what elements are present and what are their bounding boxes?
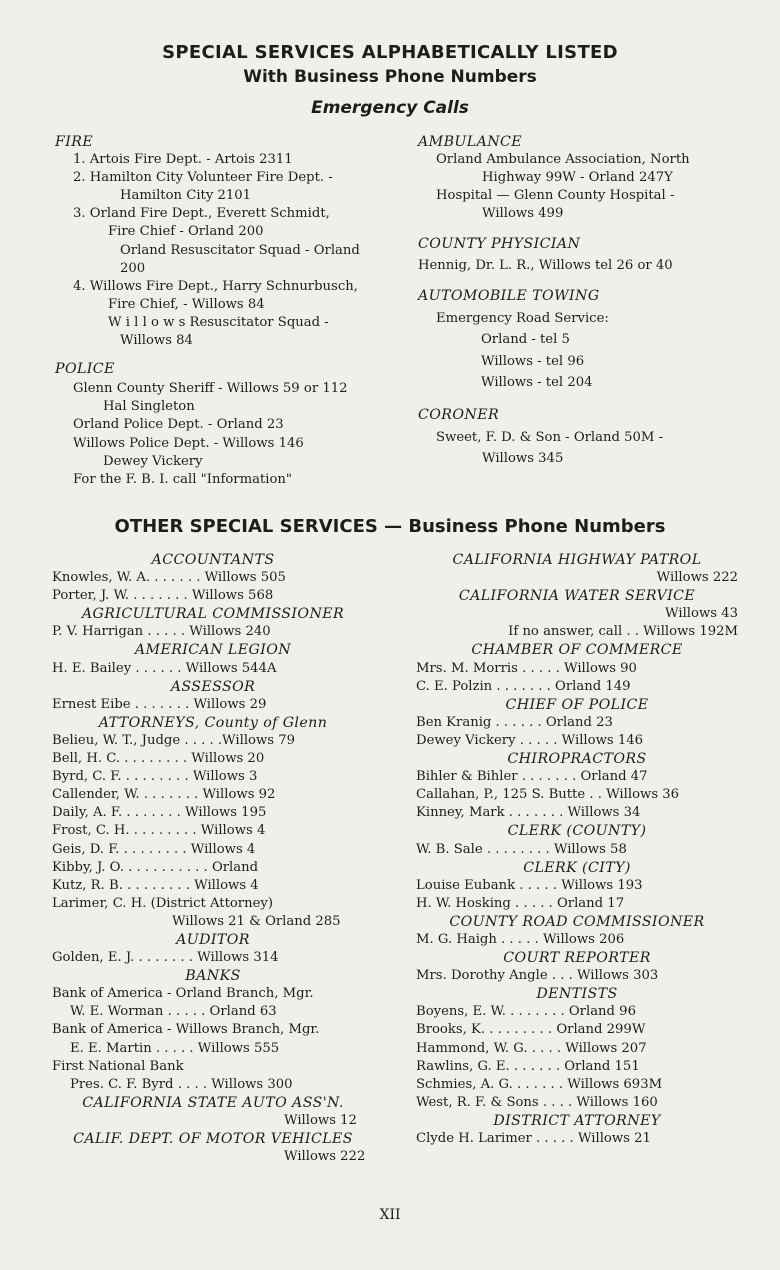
page-title: SPECIAL SERVICES ALPHABETICALLY LISTED xyxy=(162,42,618,63)
list-item: Bihler & Bihler . . . . . . . Orland 47 xyxy=(416,769,648,785)
list-item: Larimer, C. H. (District Attorney) xyxy=(52,895,274,911)
list-item: Willows 43 xyxy=(665,606,738,622)
police-line: Hal Singleton xyxy=(103,399,195,415)
section-heading: CHIROPRACTORS xyxy=(507,751,647,768)
fire-line: 3. Orland Fire Dept., Everett Schmidt, xyxy=(73,206,330,222)
emergency-heading: Emergency Calls xyxy=(311,98,469,118)
fire-line: 4. Willows Fire Dept., Harry Schnurbusch, xyxy=(73,278,358,294)
list-item: Dewey Vickery . . . . . Willows 146 xyxy=(416,732,644,748)
section-heading: DENTISTS xyxy=(536,986,618,1003)
list-item: W. E. Worman . . . . . Orland 63 xyxy=(70,1004,277,1020)
list-item: Bell, H. C. . . . . . . . . Willows 20 xyxy=(52,751,265,767)
list-item: Ben Kranig . . . . . . Orland 23 xyxy=(416,714,613,730)
section-heading: ACCOUNTANTS xyxy=(151,552,275,568)
list-item: H. E. Bailey . . . . . . Willows 544A xyxy=(52,660,277,676)
list-item: First National Bank xyxy=(52,1058,184,1074)
section-heading: CLERK (COUNTY) xyxy=(507,823,647,840)
police-line: Orland Police Dept. - Orland 23 xyxy=(73,417,284,433)
page-number: XII xyxy=(379,1207,401,1223)
police-line: Dewey Vickery xyxy=(103,453,203,469)
police-line: Willows Police Dept. - Willows 146 xyxy=(73,435,304,451)
police-heading: POLICE xyxy=(55,361,115,378)
emergency-left-column xyxy=(55,133,385,489)
county-physician-heading: COUNTY PHYSICIAN xyxy=(418,236,581,253)
list-item: Byrd, C. F. . . . . . . . . Willows 3 xyxy=(52,769,258,785)
police-line: For the F. B. I. call "Information" xyxy=(73,471,292,487)
section-heading: CALIF. DEPT. OF MOTOR VEHICLES xyxy=(73,1131,353,1147)
list-item: Pres. C. F. Byrd . . . . Willows 300 xyxy=(70,1076,293,1092)
coroner-line: Sweet, F. D. & Son - Orland 50M - xyxy=(436,429,664,445)
section-heading: COURT REPORTER xyxy=(503,950,651,967)
list-item: Louise Eubank . . . . . Willows 193 xyxy=(416,877,643,893)
list-item: Schmies, A. G. . . . . . . Willows 693M xyxy=(416,1076,663,1092)
list-item: Clyde H. Larimer . . . . . Willows 21 xyxy=(416,1131,651,1146)
list-item: Willows 222 xyxy=(656,570,738,586)
fire-line: W i l l o w s Resuscitator Squad - xyxy=(108,314,329,330)
list-item: Bank of America - Willows Branch, Mgr. xyxy=(52,1022,320,1038)
list-item: Mrs. M. Morris . . . . . Willows 90 xyxy=(416,660,637,676)
list-item: Kutz, R. B. . . . . . . . . Willows 4 xyxy=(52,877,259,893)
fire-line: Orland Resuscitator Squad - Orland xyxy=(120,242,360,258)
list-item: Rawlins, G. E. . . . . . . Orland 151 xyxy=(416,1058,640,1074)
directory-left-column xyxy=(52,551,374,1166)
section-heading: AMERICAN LEGION xyxy=(134,642,292,659)
section-heading: AUDITOR xyxy=(176,931,250,948)
ambulance-line: Willows 499 xyxy=(482,206,564,222)
fire-line: Willows 84 xyxy=(120,333,193,349)
fire-line: 2. Hamilton City Volunteer Fire Dept. - xyxy=(73,170,333,186)
list-item: Golden, E. J. . . . . . . . Willows 314 xyxy=(52,950,279,966)
fire-line: 1. Artois Fire Dept. - Artois 2311 xyxy=(73,152,293,168)
list-item: Kibby, J. O. . . . . . . . . . . Orland xyxy=(52,859,259,875)
list-item: Mrs. Dorothy Angle . . . Willows 303 xyxy=(416,968,659,984)
fire-line: Fire Chief - Orland 200 xyxy=(108,224,264,240)
ambulance-line: Orland Ambulance Association, North xyxy=(436,152,690,168)
emergency-right-column xyxy=(418,133,740,469)
section-heading: BANKS xyxy=(185,968,241,985)
list-item: Hammond, W. G. . . . . Willows 207 xyxy=(416,1040,647,1056)
list-item: M. G. Haigh . . . . . Willows 206 xyxy=(416,931,625,947)
list-item: H. W. Hosking . . . . . Orland 17 xyxy=(416,895,625,911)
towing-line: Willows - tel 96 xyxy=(481,353,585,369)
section-heading: ASSESSOR xyxy=(170,678,256,695)
section-heading: COUNTY ROAD COMMISSIONER xyxy=(449,913,705,930)
section-heading: CHAMBER OF COMMERCE xyxy=(471,642,683,659)
list-item: Callahan, P., 125 S. Butte . . Willows 36 xyxy=(416,787,680,803)
coroner-heading: CORONER xyxy=(418,406,500,423)
fire-line: Hamilton City 2101 xyxy=(120,188,252,204)
section-heading: AGRICULTURAL COMMISSIONER xyxy=(81,606,345,623)
list-item: Willows 222 xyxy=(284,1149,366,1165)
fire-line: 200 xyxy=(120,260,146,276)
list-item: Boyens, E. W. . . . . . . . Orland 96 xyxy=(416,1004,636,1020)
section-heading: ATTORNEYS, County of Glenn xyxy=(98,714,328,731)
towing-line: Orland - tel 5 xyxy=(481,332,570,348)
fire-line: Fire Chief, - Willows 84 xyxy=(108,296,265,312)
list-item: Willows 12 xyxy=(284,1112,357,1128)
list-item: E. E. Martin . . . . . Willows 555 xyxy=(70,1040,280,1056)
list-item: Callender, W. . . . . . . . Willows 92 xyxy=(52,787,276,803)
fire-heading: FIRE xyxy=(55,134,94,150)
section-heading: CHIEF OF POLICE xyxy=(505,696,649,713)
other-services-heading: OTHER SPECIAL SERVICES — Business Phone Numbers xyxy=(114,516,666,537)
section-heading: CALIFORNIA HIGHWAY PATROL xyxy=(452,552,702,568)
list-item: If no answer, call . . Willows 192M xyxy=(508,624,738,640)
list-item: West, R. F. & Sons . . . . Willows 160 xyxy=(416,1094,658,1110)
towing-line: Willows - tel 204 xyxy=(481,375,593,391)
list-item: Knowles, W. A. . . . . . . Willows 505 xyxy=(52,570,286,586)
list-item: Willows 21 & Orland 285 xyxy=(172,913,341,929)
towing-line: Emergency Road Service: xyxy=(436,310,609,326)
list-item: W. B. Sale . . . . . . . . Willows 58 xyxy=(416,841,627,857)
list-item: Frost, C. H. . . . . . . . . Willows 4 xyxy=(52,823,266,839)
section-heading: CALIFORNIA WATER SERVICE xyxy=(458,588,696,605)
list-item: Geis, D. F. . . . . . . . . Willows 4 xyxy=(52,841,256,857)
list-item: Porter, J. W. . . . . . . . Willows 568 xyxy=(52,588,274,604)
list-item: C. E. Polzin . . . . . . . Orland 149 xyxy=(416,678,631,694)
county-physician-line: Hennig, Dr. L. R., Willows tel 26 or 40 xyxy=(418,257,673,273)
ambulance-line: Highway 99W - Orland 247Y xyxy=(482,170,673,186)
list-item: Bank of America - Orland Branch, Mgr. xyxy=(52,986,314,1002)
page-subtitle: With Business Phone Numbers xyxy=(243,67,537,87)
list-item: Brooks, K. . . . . . . . . Orland 299W xyxy=(416,1022,646,1038)
coroner-line: Willows 345 xyxy=(482,450,564,466)
section-heading: DISTRICT ATTORNEY xyxy=(493,1112,661,1129)
list-item: Kinney, Mark . . . . . . . Willows 34 xyxy=(416,805,641,821)
section-heading: CALIFORNIA STATE AUTO ASS'N. xyxy=(82,1094,344,1111)
list-item: Belieu, W. T., Judge . . . . .Willows 79 xyxy=(52,732,296,748)
list-item: P. V. Harrigan . . . . . Willows 240 xyxy=(52,624,271,640)
police-line: Glenn County Sheriff - Willows 59 or 112 xyxy=(73,381,348,397)
ambulance-line: Hospital — Glenn County Hospital - xyxy=(436,188,675,204)
list-item: Daily, A. F. . . . . . . . Willows 195 xyxy=(52,805,267,821)
directory-right-column xyxy=(416,551,738,1148)
list-item: Ernest Eibe . . . . . . . Willows 29 xyxy=(52,696,267,712)
towing-heading: AUTOMOBILE TOWING xyxy=(418,287,600,304)
ambulance-heading: AMBULANCE xyxy=(418,134,523,150)
section-heading: CLERK (CITY) xyxy=(523,859,631,876)
